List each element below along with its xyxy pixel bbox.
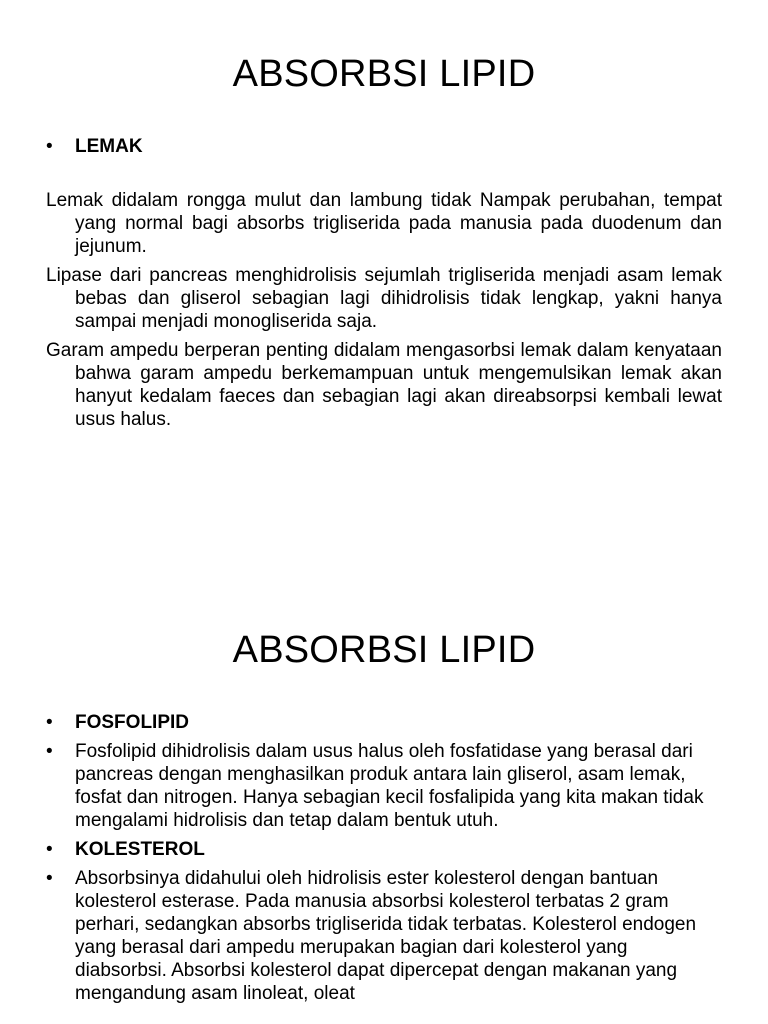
slide-content — [46, 711, 722, 1011]
section-heading: KOLESTEROL — [75, 839, 205, 860]
slide-2 — [0, 576, 768, 1024]
paragraph: Garam ampedu berperan penting didalam mengasorbsi lemak dalam kenyataan bahwa garam ampedu berkemampuan untuk mengemulsikan lemak akan hanyut kedalam faeces dan sebagian lagi akan direabsorpsi kembali lewat usus halus. — [46, 340, 722, 430]
slide-title: ABSORBSI LIPID — [232, 629, 536, 671]
spacer — [46, 164, 722, 189]
section-heading: FOSFOLIPID — [75, 712, 189, 733]
bullet-icon: • — [46, 136, 53, 157]
slide-content — [46, 135, 722, 437]
bullet-item — [46, 838, 722, 861]
bullet-icon: • — [46, 868, 53, 889]
paragraph: Lipase dari pancreas menghidrolisis sejumlah trigliserida menjadi asam lemak bebas dan gliserol sebagian lagi dihidrolisis tidak lengkap, yakni hanya sampai menjadi monogliserida saja. — [46, 265, 722, 332]
slide-title: ABSORBSI LIPID — [232, 53, 536, 95]
bullet-item — [46, 740, 722, 832]
bullet-icon: • — [46, 839, 53, 860]
bullet-item — [46, 135, 722, 158]
section-heading: LEMAK — [75, 136, 143, 157]
paragraph: Lemak didalam rongga mulut dan lambung tidak Nampak perubahan, tempat yang normal bagi absorbs trigliserida pada manusia pada duodenum dan jejunum. — [46, 190, 722, 257]
bullet-text: Absorbsinya didahului oleh hidrolisis ester kolesterol dengan bantuan kolesterol esterase. Pada manusia absorbsi kolesterol terbatas 2 gram perhari, sedangkan absorbs trigliserida tidak terbatas. Kolesterol endogen yang berasal dari ampedu merupakan bagian dari kolesterol yang diabsorbsi. Absorbsi kolesterol dapat dipercepat dengan makanan yang mengandung asam linoleat, oleat — [75, 868, 697, 1004]
bullet-item — [46, 711, 722, 734]
bullet-item — [46, 867, 722, 1005]
bullet-text: Fosfolipid dihidrolisis dalam usus halus oleh fosfatidase yang berasal dari pancreas dengan menghasilkan produk antara lain gliserol, asam lemak, fosfat dan nitrogen. Hanya sebagian kecil fosfalipida yang kita makan tidak mengalami hidrolisis dan tetap dalam bentuk utuh. — [75, 741, 704, 831]
bullet-icon: • — [46, 712, 53, 733]
bullet-icon: • — [46, 741, 53, 762]
